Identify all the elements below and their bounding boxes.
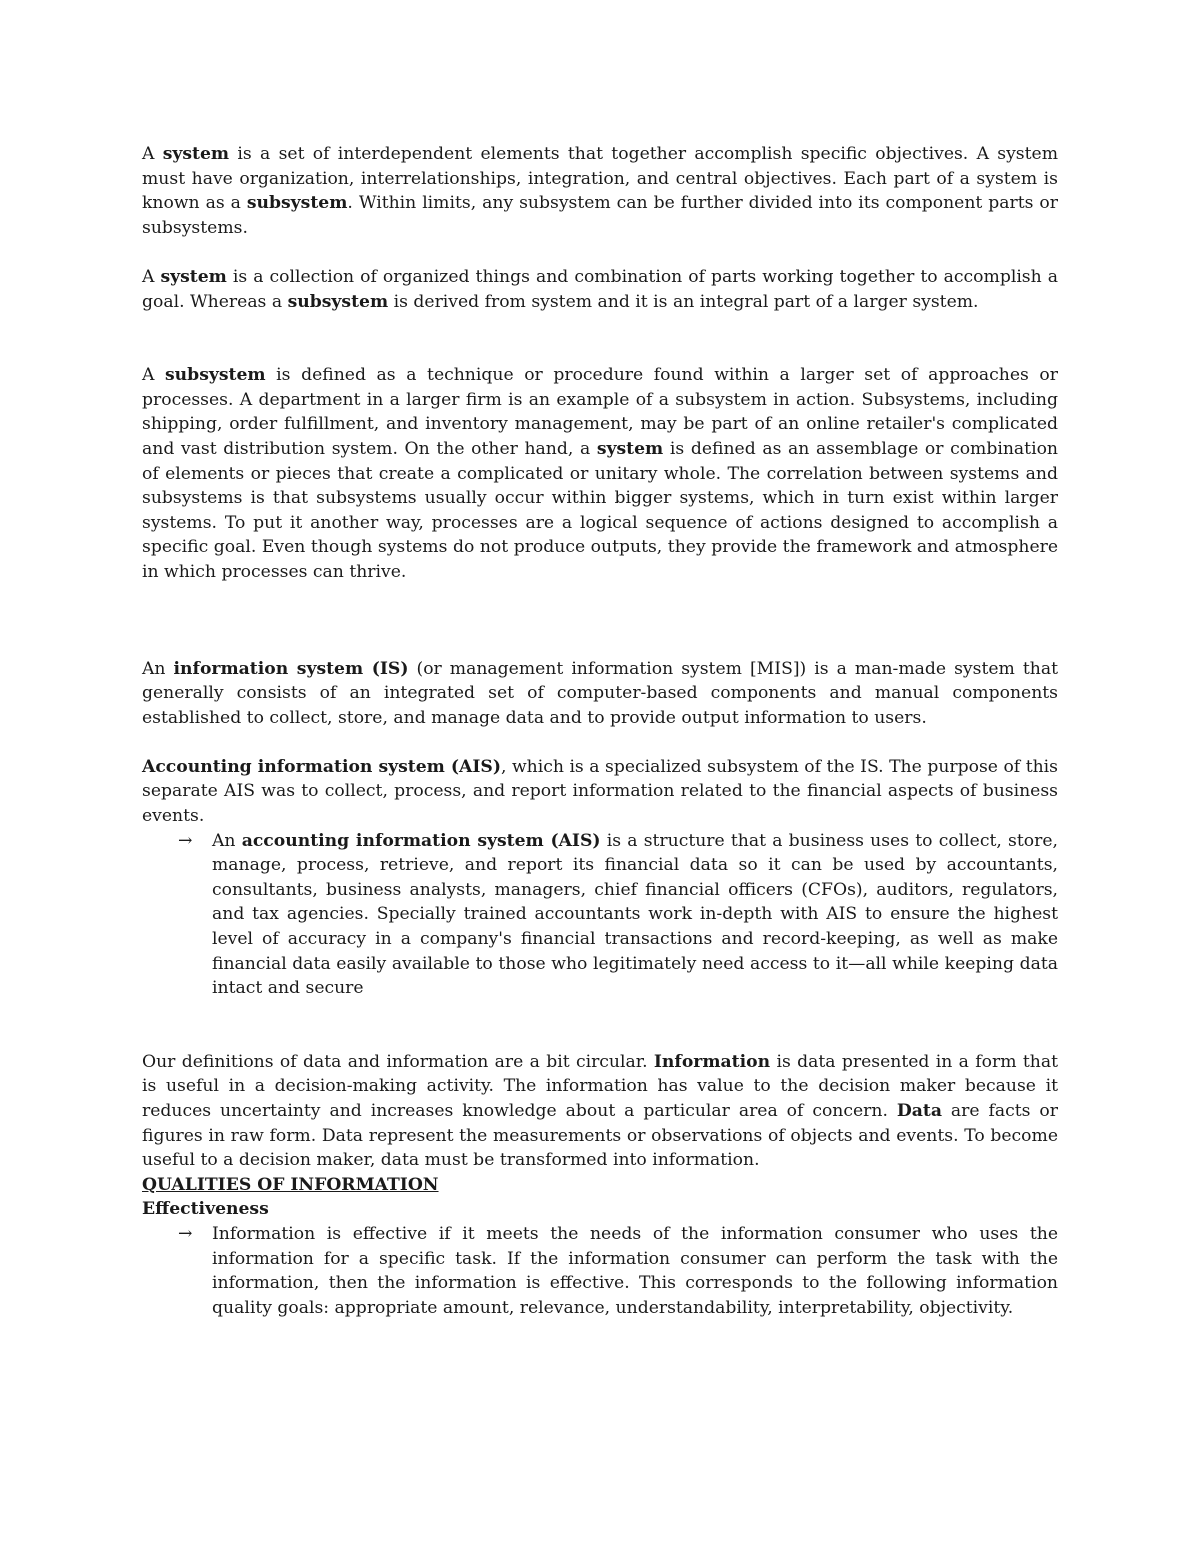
- arrow-right-icon: →: [178, 1223, 193, 1244]
- term-system: system: [596, 438, 664, 459]
- paragraph-system-definition: A system is a set of interdependent elements that together accomplish specific objectives. A system must have organization, interrelationships, integration, and central objectives. Each part of a system is known as a subsystem. Within limits, any subsystem can be further divided into its component parts or subsystems.: [142, 144, 1058, 238]
- term-information-system: information system (IS): [173, 658, 409, 679]
- section-heading: QUALITIES OF INFORMATION: [142, 1174, 439, 1195]
- paragraph-system-collection: A system is a collection of organized things and combination of parts working together to accomplish a goal. Whereas a subsystem is derived from system and it is an integral part of a larger system.: [142, 266, 1058, 312]
- term-information: Information: [653, 1051, 771, 1072]
- term-ais: accounting information system (AIS): [241, 830, 601, 851]
- paragraph-ais: Accounting information system (AIS), which is a specialized subsystem of the IS. The purpose of this separate AIS was to collect, process, and report information related to the financial aspects of business events.: [142, 756, 1058, 827]
- document-page: [142, 142, 1058, 1320]
- bullet-effectiveness: → Information is effective if it meets the needs of the information consumer who uses the information for a specific task. If the information consumer can perform the task with the information, then the information is effective. This corresponds to the following information quality goals: appropriate amount, relevance, understandability, interpretability, objectivity.: [178, 1223, 1058, 1318]
- term-subsystem: subsystem: [287, 291, 389, 312]
- paragraph-subsystem-technique: A subsystem is defined as a technique or procedure found within a larger set of approaches or processes. A department in a larger firm is an example of a subsystem in action. Subsystems, including shipping, order fulfillment, and inventory management, may be part of an online retailer's complicated and vast distribution system. On the other hand, a system is defined as an assemblage or combination of elements or pieces that create a complicated or unitary whole. The correlation between systems and subsystems is that subsystems usually occur within bigger systems, which in turn exist within larger systems. To put it another way, processes are a logical sequence of actions designed to accomplish a specific goal. Even though systems do not produce outputs, they provide the framework and atmosphere in which processes can thrive.: [142, 365, 1058, 582]
- term-system: system: [162, 144, 230, 164]
- term-system: system: [160, 266, 227, 287]
- term-subsystem: subsystem: [246, 193, 348, 214]
- bullet-ais-structure: → An accounting information system (AIS) is a structure that a business uses to collect, store, manage, process, retrieve, and report its financial data so it can be used by accountants, consultants, business analysts, managers, chief financial officers (CFOs), auditors, regulators, and tax agencies. Specially trained accountants work in-depth with AIS to ensure the highest level of accuracy in a company's financial transactions and record-keeping, as well as make financial data easily available to those who legitimately need access to it—all while keeping data intact and secure: [178, 830, 1058, 999]
- term-ais: Accounting information system (AIS): [142, 756, 501, 777]
- term-data: Data: [896, 1101, 942, 1121]
- paragraph-data-information: Our definitions of data and information are a bit circular. Information is data presented in a form that is useful in a decision-making activity. The information has value to the decision maker because it reduces uncertainty and increases knowledge about a particular area of concern. Data are facts or figures in raw form. Data represent the measurements or observations of objects and events. To become useful to a decision maker, data must be transformed into information.: [142, 1051, 1058, 1171]
- subheading-effectiveness: Effectiveness: [142, 1199, 269, 1220]
- paragraph-information-system: An information system (IS) (or management information system [MIS]) is a man-made system that generally consists of an integrated set of computer-based components and manual components established to collect, store, and manage data and to provide output information to users.: [142, 658, 1058, 728]
- arrow-right-icon: →: [178, 830, 193, 851]
- term-subsystem: subsystem: [165, 365, 266, 386]
